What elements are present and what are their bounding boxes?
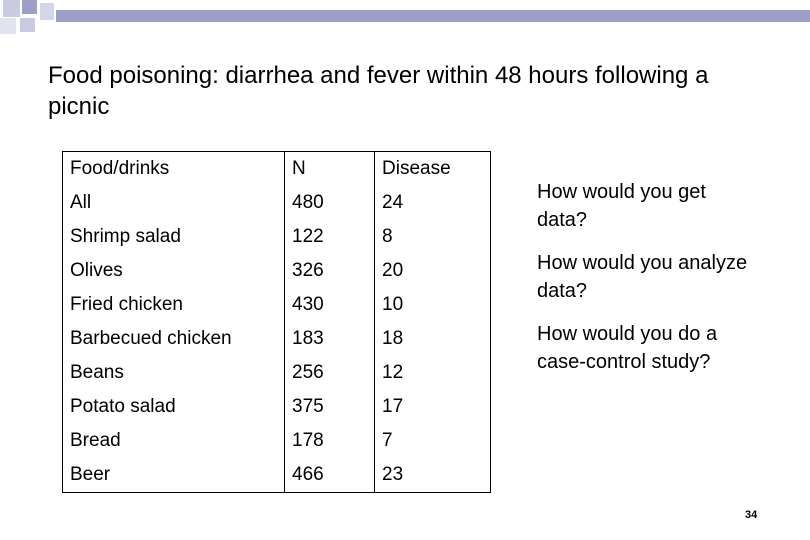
table-row <box>63 186 491 220</box>
question-case-control: How would you do a case-control study? <box>537 323 718 373</box>
cell-food: Bread <box>63 424 285 458</box>
header-square <box>20 18 35 32</box>
table-row <box>63 424 491 458</box>
header-food: Food/drinks <box>63 152 285 187</box>
cell-n: 375 <box>285 390 375 424</box>
cell-disease: 24 <box>382 192 404 213</box>
cell-disease: 10 <box>382 294 404 315</box>
table-row <box>63 356 491 390</box>
table-row <box>63 390 491 424</box>
food-table <box>62 151 491 493</box>
cell-food: All <box>63 186 285 220</box>
slide-title: Food poisoning: diarrhea and fever within 48 hours following a picnic <box>48 62 709 120</box>
table-row <box>63 220 491 254</box>
table-row <box>63 288 491 322</box>
cell-disease: 23 <box>382 464 404 485</box>
cell-disease: 20 <box>382 260 404 281</box>
cell-disease: 7 <box>382 430 393 451</box>
header-decoration <box>0 0 810 40</box>
table-header-row <box>63 152 491 187</box>
cell-n: 178 <box>285 424 375 458</box>
cell-disease: 17 <box>382 396 404 417</box>
question-list <box>537 178 757 391</box>
table-row <box>63 322 491 356</box>
cell-food: Shrimp salad <box>63 220 285 254</box>
table-row <box>63 458 491 493</box>
header-square <box>22 0 37 14</box>
cell-food: Barbecued chicken <box>63 322 285 356</box>
header-bar <box>56 10 810 22</box>
cell-n: 326 <box>285 254 375 288</box>
header-disease: Disease <box>382 158 451 179</box>
header-square <box>3 0 20 17</box>
cell-food: Beer <box>63 458 285 493</box>
cell-disease: 8 <box>382 226 393 247</box>
cell-n: 122 <box>285 220 375 254</box>
header-square <box>40 3 54 20</box>
question-analyze-data: How would you analyze data? <box>537 252 748 302</box>
cell-n: 256 <box>285 356 375 390</box>
cell-disease: 18 <box>382 328 404 349</box>
cell-food: Potato salad <box>63 390 285 424</box>
cell-n: 466 <box>285 458 375 493</box>
cell-food: Beans <box>63 356 285 390</box>
header-n: N <box>285 152 375 187</box>
table-row <box>63 254 491 288</box>
header-square <box>0 18 16 34</box>
cell-n: 183 <box>285 322 375 356</box>
cell-n: 430 <box>285 288 375 322</box>
page-number: 34 <box>745 509 758 521</box>
cell-food: Olives <box>63 254 285 288</box>
cell-n: 480 <box>285 186 375 220</box>
question-get-data: How would you get data? <box>537 181 706 231</box>
cell-disease: 12 <box>382 362 404 383</box>
cell-food: Fried chicken <box>63 288 285 322</box>
